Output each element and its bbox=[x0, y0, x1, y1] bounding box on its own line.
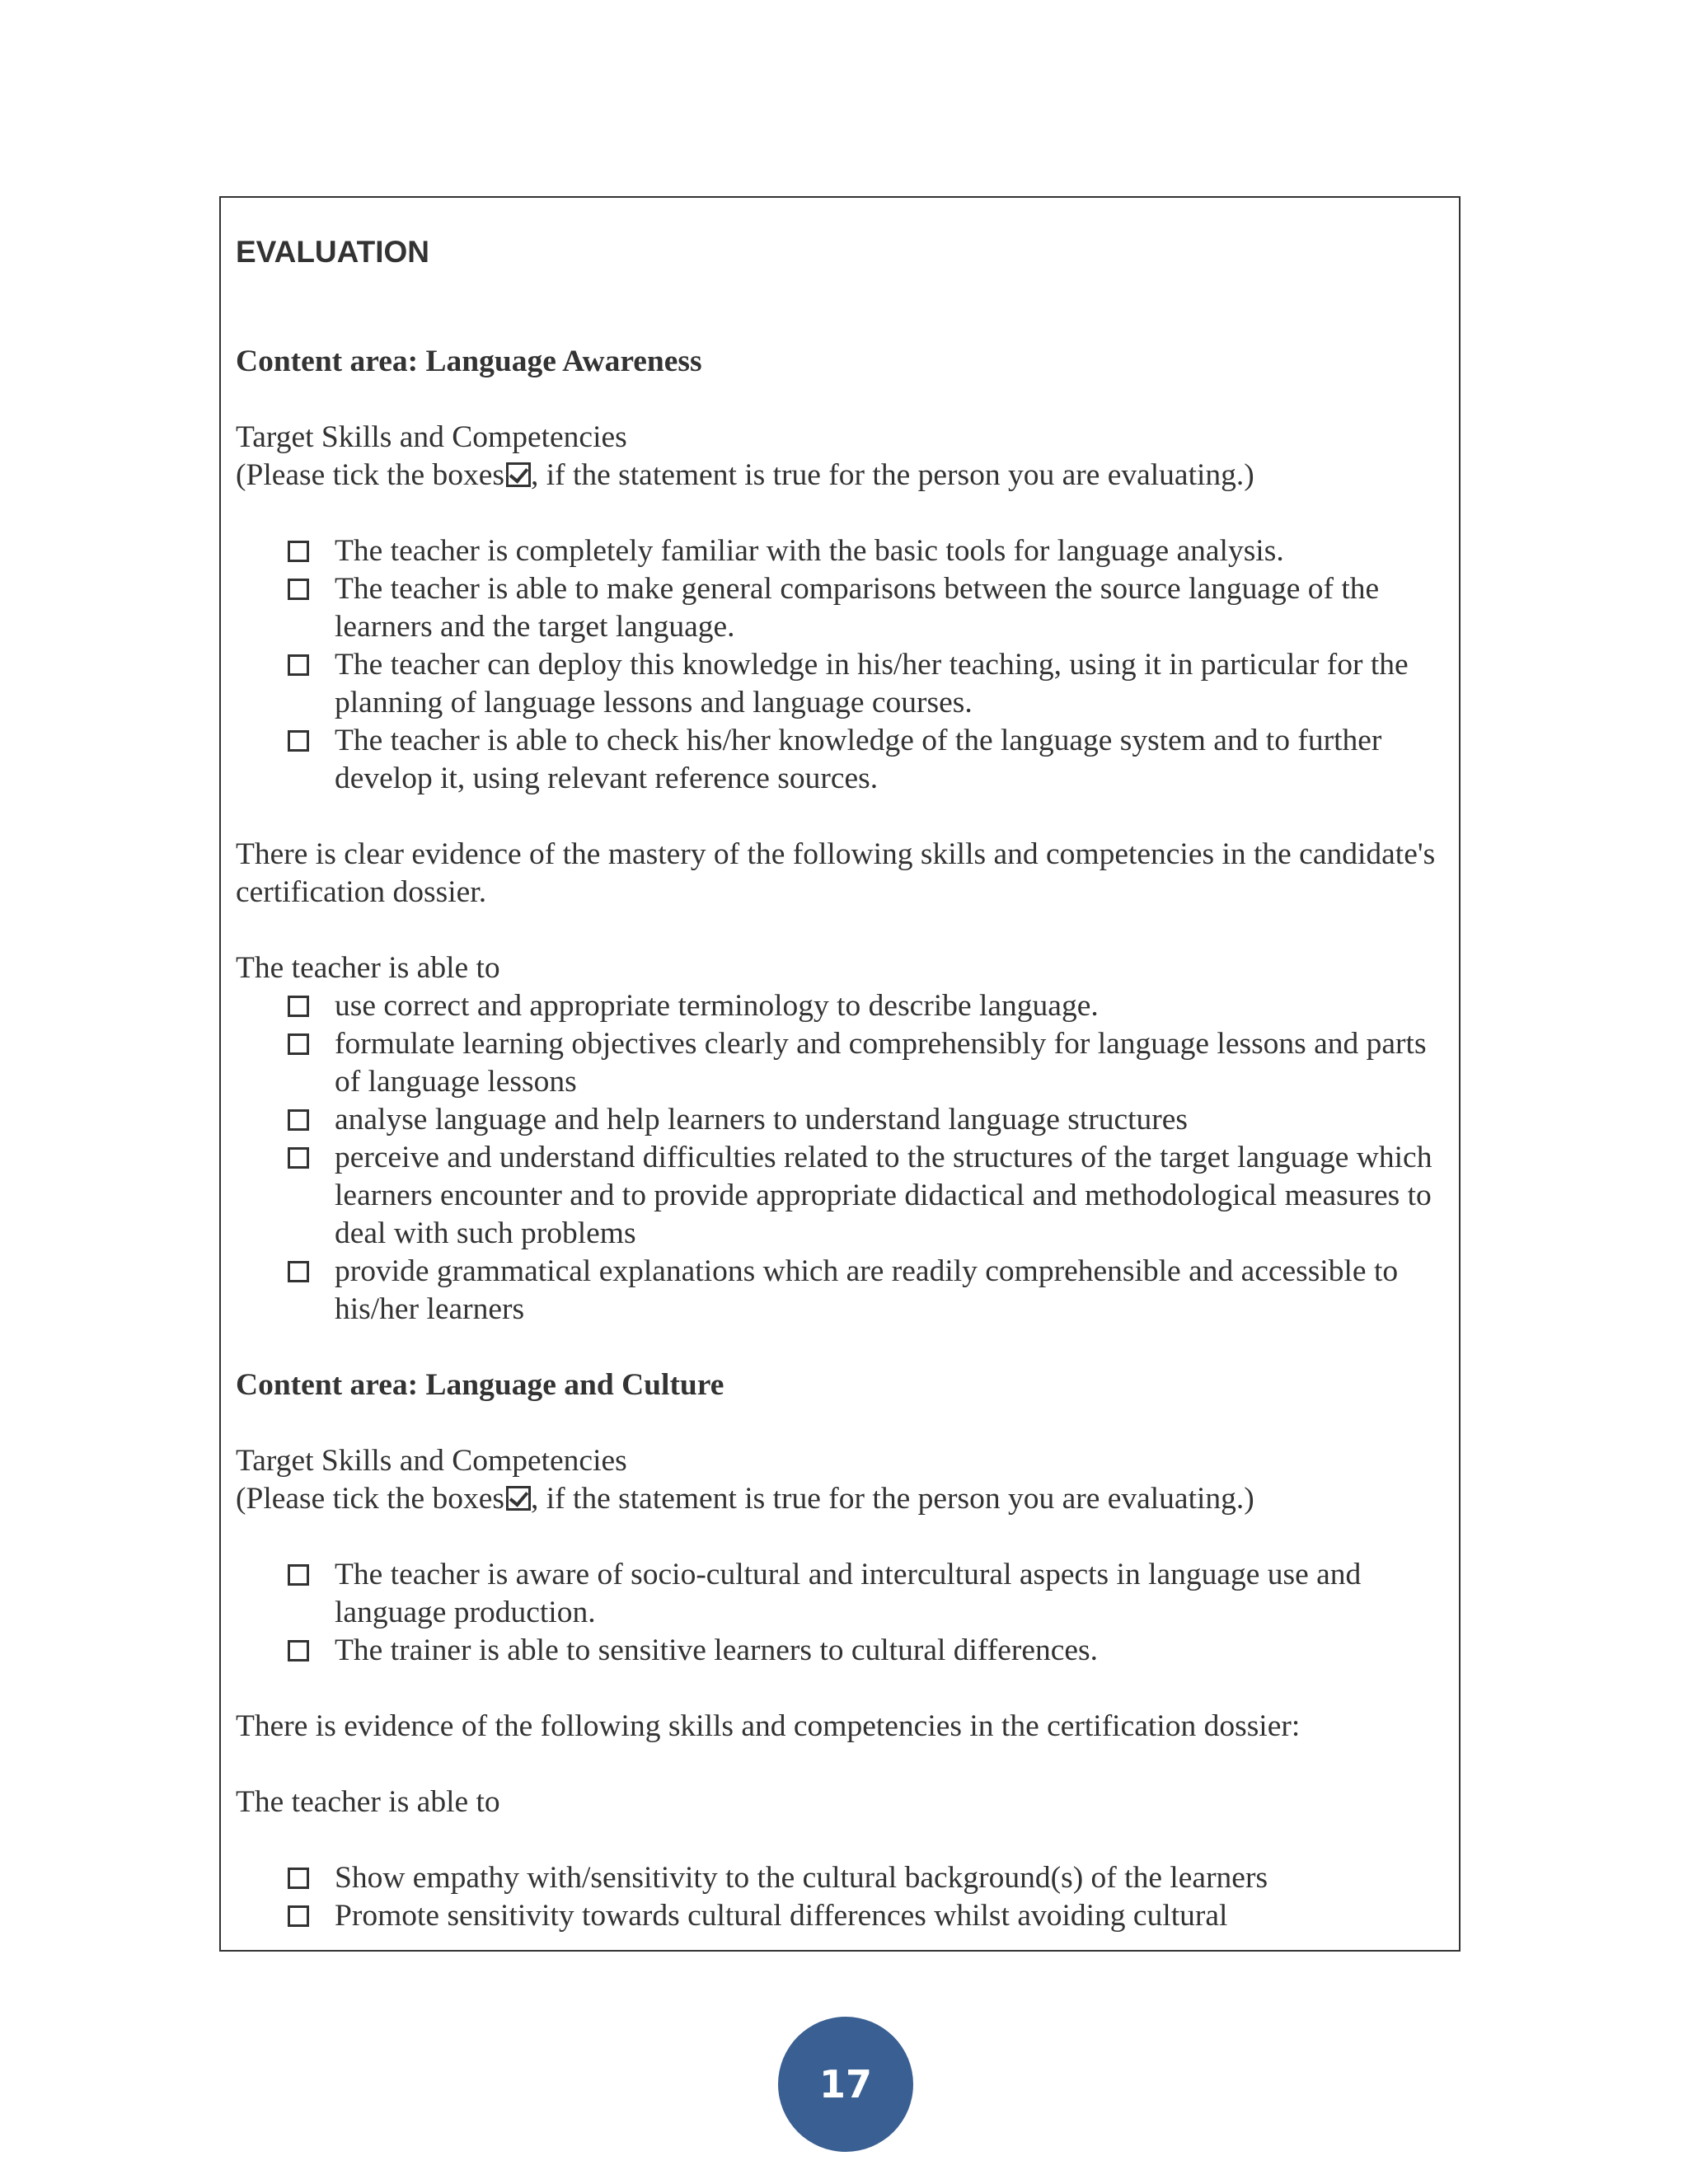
checklist-item[interactable]: The teacher can deploy this knowledge in his/her teaching, using it in particular for the planning of language lessons and language courses. bbox=[335, 646, 1439, 722]
evidence-statement: There is clear evidence of the mastery of the following skills and competencies in the candidate's certification dossier. bbox=[236, 837, 1436, 909]
evaluation-box bbox=[219, 196, 1461, 1952]
checklist-item[interactable]: The trainer is able to sensitive learners to cultural differences. bbox=[335, 1632, 1439, 1670]
checklist-item[interactable]: Show empathy with/sensitivity to the cultural background(s) of the learners bbox=[335, 1859, 1439, 1897]
checklist-item[interactable]: The teacher is able to make general comparisons between the source language of the learners and the target language. bbox=[335, 570, 1439, 646]
checklist-item[interactable]: The teacher is aware of socio-cultural and intercultural aspects in language use and language production. bbox=[335, 1556, 1439, 1632]
checklist-item[interactable]: perceive and understand difficulties related to the structures of the target language which learners encounter and to provide appropriate didactical and methodological measures to deal with such problems bbox=[335, 1139, 1439, 1253]
section-heading-language-culture: Content area: Language and Culture bbox=[236, 1368, 724, 1402]
checkbox-icon[interactable] bbox=[288, 996, 309, 1017]
target-skills-list bbox=[236, 532, 1439, 798]
checkbox-icon[interactable] bbox=[288, 730, 309, 752]
checklist-item[interactable]: formulate learning objectives clearly and comprehensibly for language lessons and parts of language lessons bbox=[335, 1025, 1439, 1101]
tick-instruction: (Please tick the boxes , if the statement is true for the person you are evaluating.) bbox=[236, 458, 1254, 492]
checklist-item[interactable]: provide grammatical explanations which are readily comprehensible and accessible to his/her learners bbox=[335, 1253, 1439, 1329]
checkbox-icon[interactable] bbox=[288, 654, 309, 676]
checklist-item[interactable]: use correct and appropriate terminology to describe language. bbox=[335, 987, 1439, 1025]
checked-box-icon bbox=[506, 1486, 531, 1511]
checkbox-icon[interactable] bbox=[288, 1109, 309, 1131]
checkbox-icon[interactable] bbox=[288, 1868, 309, 1889]
checklist-item[interactable]: The teacher is completely familiar with the basic tools for language analysis. bbox=[335, 532, 1439, 570]
checklist-item[interactable]: analyse language and help learners to understand language structures bbox=[335, 1101, 1439, 1139]
target-skills-list bbox=[236, 1556, 1439, 1670]
able-to-label: The teacher is able to bbox=[236, 1785, 500, 1819]
target-skills-label: Target Skills and Competencies bbox=[236, 420, 627, 454]
checkbox-icon[interactable] bbox=[288, 1261, 309, 1282]
abilities-list bbox=[236, 1859, 1439, 1935]
able-to-label: The teacher is able to bbox=[236, 951, 500, 985]
checkbox-icon[interactable] bbox=[288, 1640, 309, 1661]
section-heading-language-awareness: Content area: Language Awareness bbox=[236, 344, 702, 378]
checkbox-icon[interactable] bbox=[288, 1033, 309, 1055]
evaluation-title: EVALUATION bbox=[236, 235, 430, 269]
evidence-statement: There is evidence of the following skills and competencies in the certification dossier: bbox=[236, 1709, 1301, 1743]
checked-box-icon bbox=[506, 462, 531, 487]
checkbox-icon[interactable] bbox=[288, 1905, 309, 1927]
checkbox-icon[interactable] bbox=[288, 541, 309, 562]
page-number-badge: 17 bbox=[778, 2017, 913, 2152]
checkbox-icon[interactable] bbox=[288, 579, 309, 600]
target-skills-label: Target Skills and Competencies bbox=[236, 1444, 627, 1478]
checklist-item[interactable]: Promote sensitivity towards cultural differences whilst avoiding cultural bbox=[335, 1897, 1439, 1935]
checklist-item[interactable]: The teacher is able to check his/her knowledge of the language system and to further develop it, using relevant reference sources. bbox=[335, 722, 1439, 798]
tick-instruction: (Please tick the boxes , if the statement is true for the person you are evaluating.) bbox=[236, 1482, 1254, 1516]
checkbox-icon[interactable] bbox=[288, 1564, 309, 1586]
abilities-list bbox=[236, 987, 1439, 1329]
checkbox-icon[interactable] bbox=[288, 1147, 309, 1169]
